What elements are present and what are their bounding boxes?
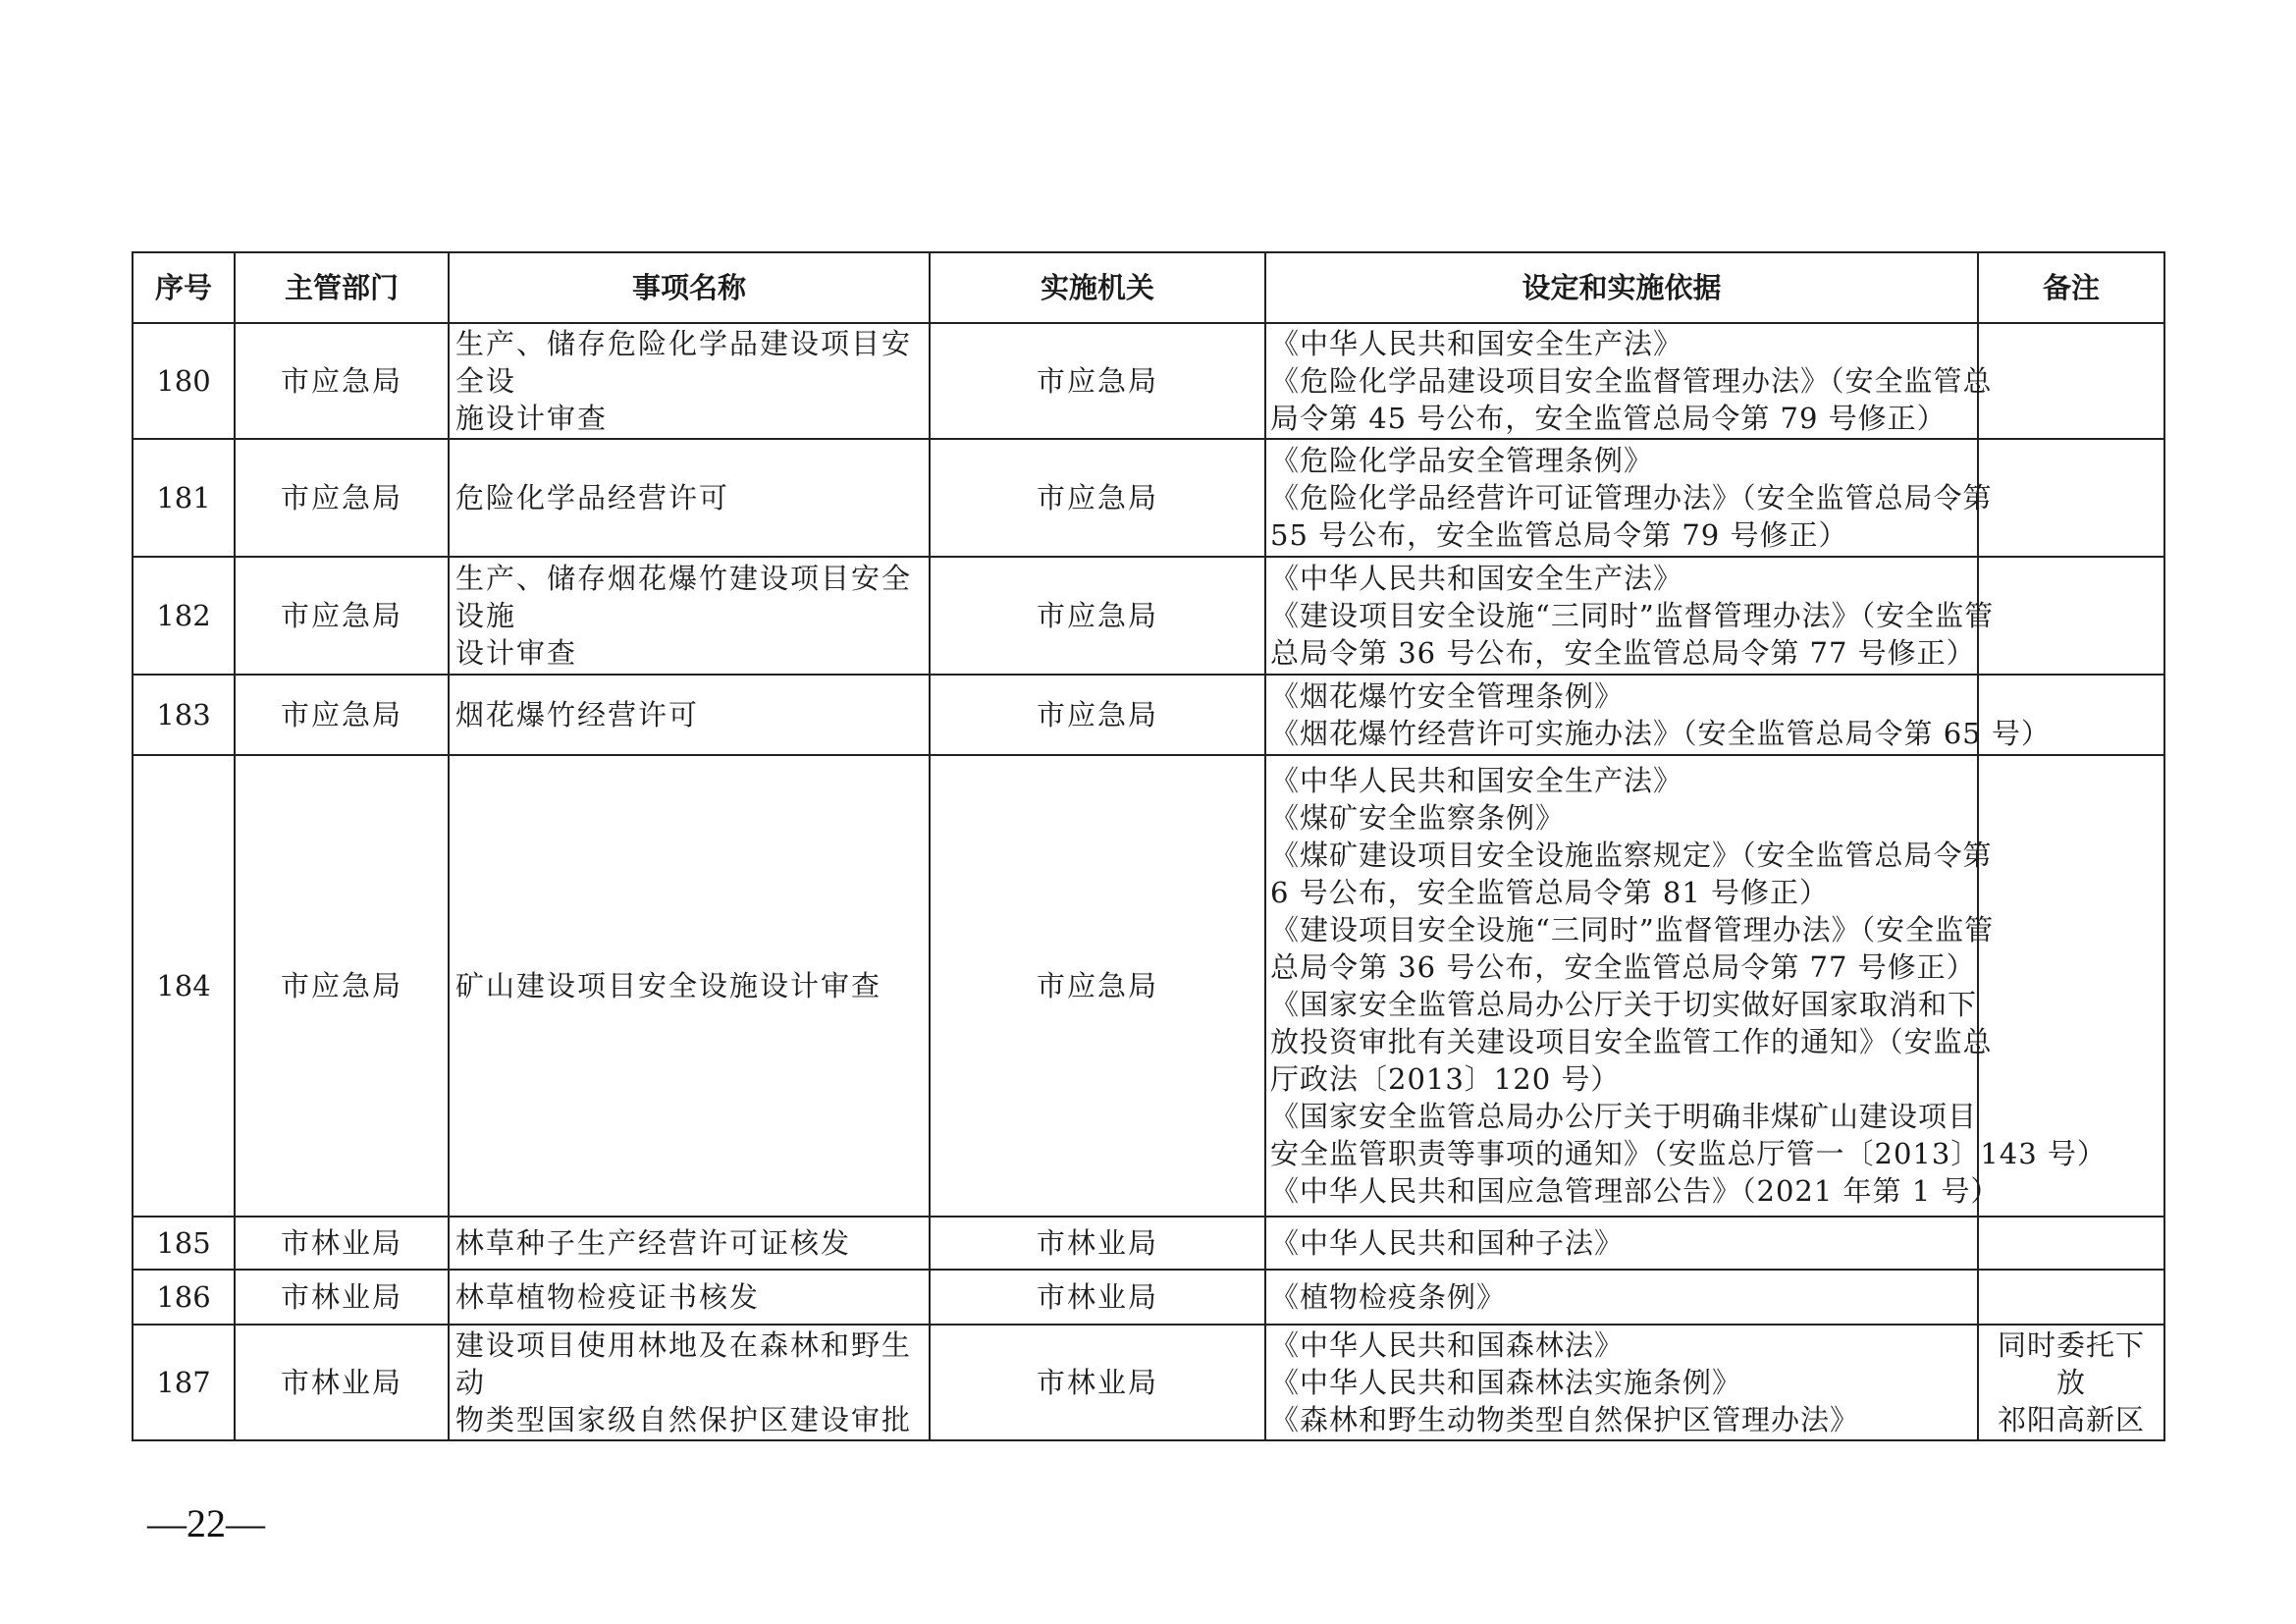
cell-legal-basis-line: 《植物检疫条例》: [1270, 1280, 1507, 1314]
cell-legal-basis-line: 《烟花爆竹经营许可实施办法》（安全监管总局令第 65 号）: [1270, 717, 2051, 750]
cell-remarks-line: 祁阳高新区: [1997, 1403, 2145, 1436]
cell-item-name: [449, 439, 930, 557]
cell-item-name: [449, 1325, 930, 1440]
header-remarks: 备注: [1978, 252, 2164, 323]
cell-legal-basis-line: 《中华人民共和国安全生产法》: [1270, 562, 1683, 595]
cell-legal-basis: [1265, 1325, 1978, 1440]
cell-legal-basis-line: 总局令第 36 号公布，安全监管总局令第 77 号修正）: [1270, 636, 1976, 670]
cell-item-name-line: 烟花爆竹经营许可: [455, 698, 700, 731]
table-row: [133, 1270, 2164, 1325]
cell-legal-basis: [1265, 755, 2107, 1217]
cell-legal-basis-line: 总局令第 36 号公布，安全监管总局令第 77 号修正）: [1270, 950, 1976, 984]
cell-department: 市应急局: [235, 323, 449, 439]
cell-legal-basis: [1265, 1270, 1978, 1325]
cell-legal-basis-line: 安全监管职责等事项的通知》（安监总厅管一〔2013〕143 号）: [1270, 1137, 2107, 1170]
cell-legal-basis-line: 《中华人民共和国种子法》: [1270, 1226, 1625, 1260]
cell-department: 市林业局: [235, 1270, 449, 1325]
table-body: [133, 323, 2164, 1440]
cell-legal-basis-line: 《森林和野生动物类型自然保护区管理办法》: [1270, 1403, 1860, 1436]
page-number: —22—: [147, 1501, 265, 1545]
cell-item-name-line: 矿山建设项目安全设施设计审查: [455, 969, 882, 1002]
cell-legal-basis-line: 局令第 45 号公布，安全监管总局令第 79 号修正）: [1270, 402, 1947, 435]
cell-serial-number: 187: [133, 1325, 235, 1440]
table-row: [133, 1217, 2164, 1270]
cell-legal-basis-line: 《建设项目安全设施“三同时”监督管理办法》（安全监管: [1270, 599, 1995, 632]
cell-implementing-agency: 市应急局: [930, 323, 1265, 439]
cell-department: 市应急局: [235, 439, 449, 557]
cell-legal-basis-line: 《中华人民共和国森林法》: [1270, 1328, 1625, 1362]
cell-serial-number: 180: [133, 323, 235, 439]
cell-legal-basis: [1265, 1217, 1978, 1270]
cell-item-name-line: 设计审查: [455, 636, 578, 670]
header-legal-basis: 设定和实施依据: [1265, 252, 1978, 323]
cell-department: 市应急局: [235, 675, 449, 755]
cell-legal-basis-line: 《煤矿建设项目安全设施监察规定》（安全监管总局令第: [1270, 839, 1993, 872]
cell-legal-basis-line: 《中华人民共和国应急管理部公告》（2021 年第 1 号）: [1270, 1174, 2001, 1208]
cell-remarks: [1978, 1325, 2164, 1440]
table-row: [133, 1325, 2164, 1440]
cell-item-name-line: 生产、储存烟花爆竹建设项目安全设施: [455, 562, 913, 632]
cell-implementing-agency: 市应急局: [930, 755, 1265, 1217]
cell-item-name-line: 林草植物检疫证书核发: [455, 1280, 761, 1314]
table-row: [133, 323, 2164, 439]
cell-serial-number: 181: [133, 439, 235, 557]
table-row: [133, 755, 2164, 1217]
cell-item-name: [449, 675, 930, 755]
cell-item-name-line: 建设项目使用林地及在森林和野生动: [455, 1328, 913, 1399]
header-department: 主管部门: [235, 252, 449, 323]
cell-item-name: [449, 1270, 930, 1325]
table-header-row: [133, 252, 2164, 323]
cell-implementing-agency: 市林业局: [930, 1325, 1265, 1440]
cell-remarks: [1978, 1270, 2164, 1325]
cell-item-name-line: 危险化学品经营许可: [455, 481, 730, 514]
cell-remarks: [1978, 439, 2164, 557]
cell-legal-basis-line: 《危险化学品安全管理条例》: [1270, 444, 1654, 477]
cell-legal-basis-line: 《建设项目安全设施“三同时”监督管理办法》（安全监管: [1270, 913, 1995, 947]
header-item-name: 事项名称: [449, 252, 930, 323]
cell-legal-basis-line: 《中华人民共和国森林法实施条例》: [1270, 1366, 1742, 1399]
cell-legal-basis-line: 55 号公布，安全监管总局令第 79 号修正）: [1270, 518, 1848, 552]
cell-legal-basis-line: 《危险化学品建设项目安全监督管理办法》（安全监管总: [1270, 364, 1993, 398]
cell-legal-basis: [1265, 675, 2051, 755]
header-serial-number: 序号: [133, 252, 235, 323]
cell-item-name: [449, 557, 930, 675]
table-row: [133, 557, 2164, 675]
cell-item-name-line: 生产、储存危险化学品建设项目安全设: [455, 327, 913, 398]
cell-implementing-agency: 市林业局: [930, 1270, 1265, 1325]
cell-serial-number: 186: [133, 1270, 235, 1325]
cell-department: 市应急局: [235, 755, 449, 1217]
cell-department: 市林业局: [235, 1217, 449, 1270]
cell-legal-basis-line: 厅政法〔2013〕120 号）: [1270, 1062, 1621, 1096]
cell-item-name: [449, 755, 930, 1217]
cell-serial-number: 184: [133, 755, 235, 1217]
cell-implementing-agency: 市应急局: [930, 557, 1265, 675]
cell-serial-number: 183: [133, 675, 235, 755]
cell-legal-basis: [1265, 439, 1993, 557]
cell-item-name: [449, 323, 930, 439]
cell-legal-basis: [1265, 557, 1995, 675]
cell-item-name-line: 林草种子生产经营许可证核发: [455, 1226, 852, 1260]
cell-department: 市林业局: [235, 1325, 449, 1440]
cell-remarks: [1978, 557, 2164, 675]
cell-remarks: [1978, 323, 2164, 439]
cell-implementing-agency: 市应急局: [930, 675, 1265, 755]
cell-serial-number: 182: [133, 557, 235, 675]
cell-item-name-line: 物类型国家级自然保护区建设审批: [455, 1403, 913, 1436]
cell-legal-basis-line: 《煤矿安全监察条例》: [1270, 801, 1566, 835]
cell-implementing-agency: 市林业局: [930, 1217, 1265, 1270]
header-implementing-agency: 实施机关: [930, 252, 1265, 323]
table-row: [133, 675, 2164, 755]
cell-remarks-line: 同时委托下放: [1997, 1328, 2145, 1399]
cell-legal-basis-line: 《危险化学品经营许可证管理办法》（安全监管总局令第: [1270, 481, 1993, 514]
cell-legal-basis: [1265, 323, 1993, 439]
cell-department: 市应急局: [235, 557, 449, 675]
cell-serial-number: 185: [133, 1217, 235, 1270]
approval-items-table: [132, 251, 2165, 1441]
cell-legal-basis-line: 《中华人民共和国安全生产法》: [1270, 327, 1683, 360]
cell-legal-basis-line: 6 号公布，安全监管总局令第 81 号修正）: [1270, 876, 1830, 909]
cell-item-name: [449, 1217, 930, 1270]
table-row: [133, 439, 2164, 557]
cell-legal-basis-line: 《烟花爆竹安全管理条例》: [1270, 679, 1625, 713]
cell-legal-basis-line: 《国家安全监管总局办公厅关于明确非煤矿山建设项目: [1270, 1100, 1978, 1133]
cell-remarks: [1978, 1217, 2164, 1270]
cell-item-name-line: 施设计审查: [455, 402, 609, 435]
cell-legal-basis-line: 《国家安全监管总局办公厅关于切实做好国家取消和下: [1270, 988, 1978, 1021]
cell-legal-basis-line: 《中华人民共和国安全生产法》: [1270, 764, 1683, 797]
cell-implementing-agency: 市应急局: [930, 439, 1265, 557]
cell-legal-basis-line: 放投资审批有关建设项目安全监管工作的通知》（安监总: [1270, 1025, 1993, 1058]
